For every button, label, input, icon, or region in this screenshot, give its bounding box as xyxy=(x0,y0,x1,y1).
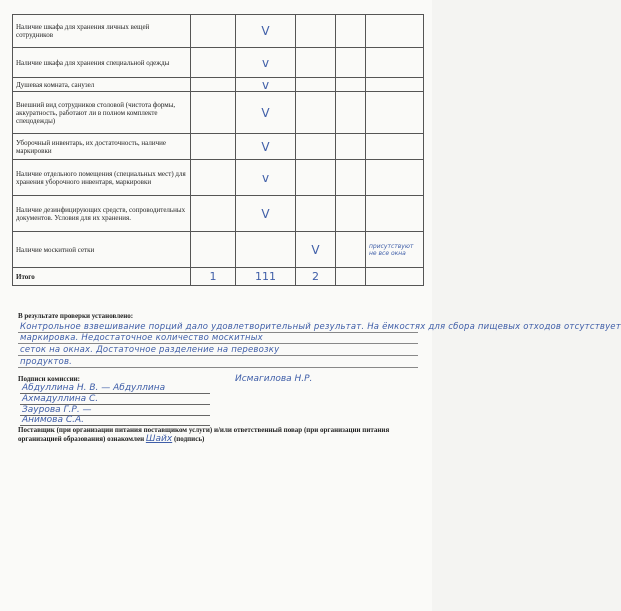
result-title: В результате проверки установлено: xyxy=(18,312,134,320)
result-underline xyxy=(18,367,418,368)
commission-member: Абдуллина Н. В. — Абдуллина xyxy=(22,383,166,393)
table-row xyxy=(13,15,424,48)
row-label: Душевая комната, санузел xyxy=(13,78,191,92)
row-mark-c3 xyxy=(296,48,336,78)
row-mark-c2: 111 xyxy=(236,268,296,286)
supplier-acknowledgement xyxy=(18,426,418,444)
row-note xyxy=(366,268,424,286)
table-row xyxy=(13,160,424,196)
extra-signer: Исмагилова Н.Р. xyxy=(235,374,313,384)
row-mark-c1 xyxy=(191,48,236,78)
row-label: Внешний вид сотрудников столовой (чистота формы, аккуратность, работают ли в полном комплекте спецодежды) xyxy=(13,92,191,134)
row-mark-c4 xyxy=(336,196,366,232)
row-mark-c3: 2 xyxy=(296,268,336,286)
row-mark-c1: 1 xyxy=(191,268,236,286)
row-mark-c1 xyxy=(191,232,236,268)
row-note xyxy=(366,92,424,134)
table-row xyxy=(13,134,424,160)
row-label: Итого xyxy=(13,268,191,286)
commission-title: Подписи комиссии: xyxy=(18,375,80,383)
row-label: Наличие шкафа для хранения специальной одежды xyxy=(13,48,191,78)
row-mark-c2: v xyxy=(236,48,296,78)
row-mark-c3 xyxy=(296,134,336,160)
row-label: Наличие отдельного помещения (специальных мест) для хранения уборочного инвентаря, маркировки xyxy=(13,160,191,196)
row-mark-c4 xyxy=(336,134,366,160)
row-note xyxy=(366,15,424,48)
commission-member: Анимова С.А. xyxy=(22,415,85,425)
result-line: Контрольное взвешивание порций дало удовлетворительный результат. На ёмкостях для сбора пищевых отходов отсутствует xyxy=(20,322,621,332)
row-mark-c4 xyxy=(336,92,366,134)
result-line: сеток на окнах. Достаточное разделение на перевозку xyxy=(20,345,280,355)
result-line: маркировка. Недостаточное количество москитных xyxy=(20,333,263,343)
table-row xyxy=(13,196,424,232)
row-mark-c4 xyxy=(336,48,366,78)
checklist-table xyxy=(12,14,424,286)
footer-signature: Шайх xyxy=(145,434,173,444)
row-mark-c1 xyxy=(191,78,236,92)
row-mark-c3: V xyxy=(296,232,336,268)
total-row xyxy=(13,268,424,286)
row-mark-c3 xyxy=(296,78,336,92)
row-note xyxy=(366,160,424,196)
result-underline xyxy=(18,355,418,356)
row-mark-c2: V xyxy=(236,92,296,134)
row-mark-c3 xyxy=(296,15,336,48)
table-row xyxy=(13,92,424,134)
row-mark-c4 xyxy=(336,268,366,286)
commission-member: Заурова Г.Р. — xyxy=(22,405,92,415)
row-label: Наличие шкафа для хранения личных вещей сотрудников xyxy=(13,15,191,48)
row-note: присутствуют не все окна xyxy=(366,232,424,268)
row-mark-c1 xyxy=(191,196,236,232)
result-underline xyxy=(18,343,418,344)
row-mark-c4 xyxy=(336,78,366,92)
row-mark-c3 xyxy=(296,92,336,134)
table-row xyxy=(13,232,424,268)
row-label: Наличие дезинфицирующих средств, сопроводительных документов. Условия для их хранения. xyxy=(13,196,191,232)
row-mark-c4 xyxy=(336,15,366,48)
row-note xyxy=(366,196,424,232)
row-mark-c1 xyxy=(191,15,236,48)
row-mark-c2: v xyxy=(236,78,296,92)
footer-text: Поставщик (при организации питания поставщиком услуги) и/или ответственный повар (при организации питания организацией образования) ознакомлен xyxy=(18,426,390,443)
table-row xyxy=(13,78,424,92)
result-line: продуктов. xyxy=(20,357,73,367)
row-label: Уборочный инвентарь, их достаточность, наличие маркировки xyxy=(13,134,191,160)
row-mark-c1 xyxy=(191,160,236,196)
row-mark-c4 xyxy=(336,232,366,268)
footer-sign-label: (подпись) xyxy=(173,435,205,443)
row-mark-c3 xyxy=(296,196,336,232)
commission-member: Ахмадуллина С. xyxy=(22,394,99,404)
table-row xyxy=(13,48,424,78)
row-mark-c4 xyxy=(336,160,366,196)
row-mark-c2: v xyxy=(236,160,296,196)
row-note xyxy=(366,134,424,160)
row-mark-c3 xyxy=(296,160,336,196)
row-mark-c2 xyxy=(236,232,296,268)
row-mark-c1 xyxy=(191,134,236,160)
row-mark-c1 xyxy=(191,92,236,134)
row-note xyxy=(366,78,424,92)
row-mark-c2: V xyxy=(236,134,296,160)
row-mark-c2: V xyxy=(236,15,296,48)
row-mark-c2: V xyxy=(236,196,296,232)
row-label: Наличие москитной сетки xyxy=(13,232,191,268)
row-note xyxy=(366,48,424,78)
